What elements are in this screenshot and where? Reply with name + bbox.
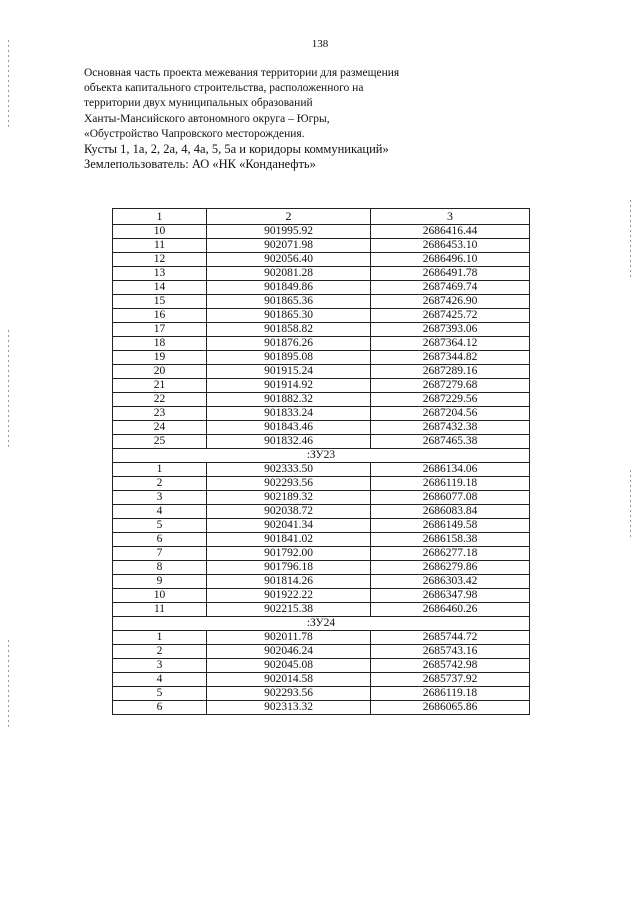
x-coordinate-cell: 901832.46 xyxy=(207,435,371,449)
y-coordinate-cell: 2687425.72 xyxy=(371,309,530,323)
table-row xyxy=(113,491,530,505)
page-number: 138 xyxy=(311,38,329,50)
x-coordinate-cell: 901995.92 xyxy=(207,225,371,239)
table-row xyxy=(113,281,530,295)
y-coordinate-cell: 2686453.10 xyxy=(371,239,530,253)
y-coordinate-cell: 2687393.06 xyxy=(371,323,530,337)
table-row xyxy=(113,533,530,547)
table-row xyxy=(113,659,530,673)
y-coordinate-cell: 2686158.38 xyxy=(371,533,530,547)
y-coordinate-cell: 2686416.44 xyxy=(371,225,530,239)
header-line: территории двух муниципальных образований xyxy=(84,97,313,110)
table-row xyxy=(113,673,530,687)
scan-edge-mark xyxy=(8,330,9,450)
point-number-cell: 11 xyxy=(113,603,207,617)
table-row xyxy=(113,631,530,645)
point-number-cell: 25 xyxy=(113,435,207,449)
point-number-cell: 1 xyxy=(113,631,207,645)
column-header: 1 xyxy=(113,209,207,225)
table-row xyxy=(113,463,530,477)
x-coordinate-cell: 901843.46 xyxy=(207,421,371,435)
table-row xyxy=(113,309,530,323)
y-coordinate-cell: 2687229.56 xyxy=(371,393,530,407)
x-coordinate-cell: 901865.30 xyxy=(207,309,371,323)
y-coordinate-cell: 2685744.72 xyxy=(371,631,530,645)
y-coordinate-cell: 2686119.18 xyxy=(371,687,530,701)
y-coordinate-cell: 2686279.86 xyxy=(371,561,530,575)
point-number-cell: 5 xyxy=(113,519,207,533)
table-row xyxy=(113,225,530,239)
y-coordinate-cell: 2687432.38 xyxy=(371,421,530,435)
header-line: «Обустройство Чапровского месторождения. xyxy=(84,127,305,140)
header-line: Ханты-Мансийского автономного округа – Югры, xyxy=(84,112,330,125)
table-row xyxy=(113,561,530,575)
x-coordinate-cell: 902038.72 xyxy=(207,505,371,519)
column-header: 2 xyxy=(207,209,371,225)
header-line: Землепользователь: АО «НК «Конданефть» xyxy=(84,157,316,172)
table-row xyxy=(113,337,530,351)
table-row xyxy=(113,267,530,281)
table-row xyxy=(113,351,530,365)
header-line: Кусты 1, 1а, 2, 2а, 4, 4а, 5, 5а и коридоры коммуникаций» xyxy=(84,142,389,157)
point-number-cell: 6 xyxy=(113,701,207,715)
x-coordinate-cell: 902045.08 xyxy=(207,659,371,673)
section-label: :ЗУ23 xyxy=(113,449,530,463)
point-number-cell: 17 xyxy=(113,323,207,337)
y-coordinate-cell: 2685742.98 xyxy=(371,659,530,673)
point-number-cell: 18 xyxy=(113,337,207,351)
x-coordinate-cell: 902081.28 xyxy=(207,267,371,281)
y-coordinate-cell: 2686119.18 xyxy=(371,477,530,491)
table-row xyxy=(113,575,530,589)
x-coordinate-cell: 901922.22 xyxy=(207,589,371,603)
x-coordinate-cell: 902333.50 xyxy=(207,463,371,477)
point-number-cell: 10 xyxy=(113,225,207,239)
x-coordinate-cell: 902056.40 xyxy=(207,253,371,267)
table-row xyxy=(113,365,530,379)
y-coordinate-cell: 2686077.08 xyxy=(371,491,530,505)
table-row xyxy=(113,519,530,533)
y-coordinate-cell: 2686277.18 xyxy=(371,547,530,561)
table-row xyxy=(113,687,530,701)
table-row xyxy=(113,407,530,421)
x-coordinate-cell: 901876.26 xyxy=(207,337,371,351)
point-number-cell: 20 xyxy=(113,365,207,379)
section-row xyxy=(113,449,530,463)
table-row xyxy=(113,505,530,519)
y-coordinate-cell: 2687289.16 xyxy=(371,365,530,379)
y-coordinate-cell: 2687344.82 xyxy=(371,351,530,365)
y-coordinate-cell: 2686134.06 xyxy=(371,463,530,477)
table-row xyxy=(113,589,530,603)
y-coordinate-cell: 2687465.38 xyxy=(371,435,530,449)
column-header: 3 xyxy=(371,209,530,225)
table-row xyxy=(113,421,530,435)
point-number-cell: 22 xyxy=(113,393,207,407)
y-coordinate-cell: 2686496.10 xyxy=(371,253,530,267)
y-coordinate-cell: 2686065.86 xyxy=(371,701,530,715)
point-number-cell: 12 xyxy=(113,253,207,267)
point-number-cell: 2 xyxy=(113,477,207,491)
point-number-cell: 14 xyxy=(113,281,207,295)
point-number-cell: 19 xyxy=(113,351,207,365)
x-coordinate-cell: 902313.32 xyxy=(207,701,371,715)
point-number-cell: 21 xyxy=(113,379,207,393)
y-coordinate-cell: 2686347.98 xyxy=(371,589,530,603)
x-coordinate-cell: 902014.58 xyxy=(207,673,371,687)
point-number-cell: 11 xyxy=(113,239,207,253)
point-number-cell: 1 xyxy=(113,463,207,477)
table-row xyxy=(113,435,530,449)
x-coordinate-cell: 901858.82 xyxy=(207,323,371,337)
x-coordinate-cell: 901833.24 xyxy=(207,407,371,421)
x-coordinate-cell: 901914.92 xyxy=(207,379,371,393)
table-row xyxy=(113,379,530,393)
document-header xyxy=(84,66,424,172)
y-coordinate-cell: 2687469.74 xyxy=(371,281,530,295)
scan-edge-mark xyxy=(8,40,9,130)
point-number-cell: 4 xyxy=(113,673,207,687)
x-coordinate-cell: 901915.24 xyxy=(207,365,371,379)
point-number-cell: 8 xyxy=(113,561,207,575)
x-coordinate-cell: 902071.98 xyxy=(207,239,371,253)
x-coordinate-cell: 902011.78 xyxy=(207,631,371,645)
point-number-cell: 9 xyxy=(113,575,207,589)
x-coordinate-cell: 901895.08 xyxy=(207,351,371,365)
y-coordinate-cell: 2686083.84 xyxy=(371,505,530,519)
x-coordinate-cell: 902041.34 xyxy=(207,519,371,533)
x-coordinate-cell: 902046.24 xyxy=(207,645,371,659)
point-number-cell: 4 xyxy=(113,505,207,519)
coordinates-table-body xyxy=(113,209,530,715)
x-coordinate-cell: 902293.56 xyxy=(207,687,371,701)
section-row xyxy=(113,617,530,631)
table-row xyxy=(113,239,530,253)
x-coordinate-cell: 902189.32 xyxy=(207,491,371,505)
point-number-cell: 2 xyxy=(113,645,207,659)
table-row xyxy=(113,603,530,617)
point-number-cell: 3 xyxy=(113,491,207,505)
y-coordinate-cell: 2686460.26 xyxy=(371,603,530,617)
point-number-cell: 16 xyxy=(113,309,207,323)
y-coordinate-cell: 2686491.78 xyxy=(371,267,530,281)
table-row xyxy=(113,645,530,659)
y-coordinate-cell: 2687426.90 xyxy=(371,295,530,309)
table-row xyxy=(113,701,530,715)
point-number-cell: 15 xyxy=(113,295,207,309)
point-number-cell: 5 xyxy=(113,687,207,701)
header-line: объекта капитального строительства, расположенного на xyxy=(84,82,364,95)
x-coordinate-cell: 901841.02 xyxy=(207,533,371,547)
header-line: Основная часть проекта межевания территории для размещения xyxy=(84,67,400,79)
y-coordinate-cell: 2687204.56 xyxy=(371,407,530,421)
y-coordinate-cell: 2685743.16 xyxy=(371,645,530,659)
x-coordinate-cell: 901796.18 xyxy=(207,561,371,575)
x-coordinate-cell: 902293.56 xyxy=(207,477,371,491)
x-coordinate-cell: 901882.32 xyxy=(207,393,371,407)
table-row xyxy=(113,295,530,309)
point-number-cell: 13 xyxy=(113,267,207,281)
x-coordinate-cell: 901849.86 xyxy=(207,281,371,295)
table-row xyxy=(113,547,530,561)
table-row xyxy=(113,323,530,337)
y-coordinate-cell: 2687364.12 xyxy=(371,337,530,351)
table-row xyxy=(113,393,530,407)
table-header-row xyxy=(113,209,530,225)
point-number-cell: 6 xyxy=(113,533,207,547)
coordinates-table xyxy=(112,208,530,715)
x-coordinate-cell: 902215.38 xyxy=(207,603,371,617)
point-number-cell: 23 xyxy=(113,407,207,421)
y-coordinate-cell: 2686303.42 xyxy=(371,575,530,589)
y-coordinate-cell: 2686149.58 xyxy=(371,519,530,533)
scan-edge-mark xyxy=(630,200,631,280)
scan-edge-mark xyxy=(630,470,631,540)
y-coordinate-cell: 2687279.68 xyxy=(371,379,530,393)
point-number-cell: 7 xyxy=(113,547,207,561)
x-coordinate-cell: 901792.00 xyxy=(207,547,371,561)
point-number-cell: 10 xyxy=(113,589,207,603)
y-coordinate-cell: 2685737.92 xyxy=(371,673,530,687)
table-row xyxy=(113,253,530,267)
x-coordinate-cell: 901814.26 xyxy=(207,575,371,589)
point-number-cell: 3 xyxy=(113,659,207,673)
section-label: :ЗУ24 xyxy=(113,617,530,631)
scan-edge-mark xyxy=(8,640,9,730)
table-row xyxy=(113,477,530,491)
x-coordinate-cell: 901865.36 xyxy=(207,295,371,309)
point-number-cell: 24 xyxy=(113,421,207,435)
